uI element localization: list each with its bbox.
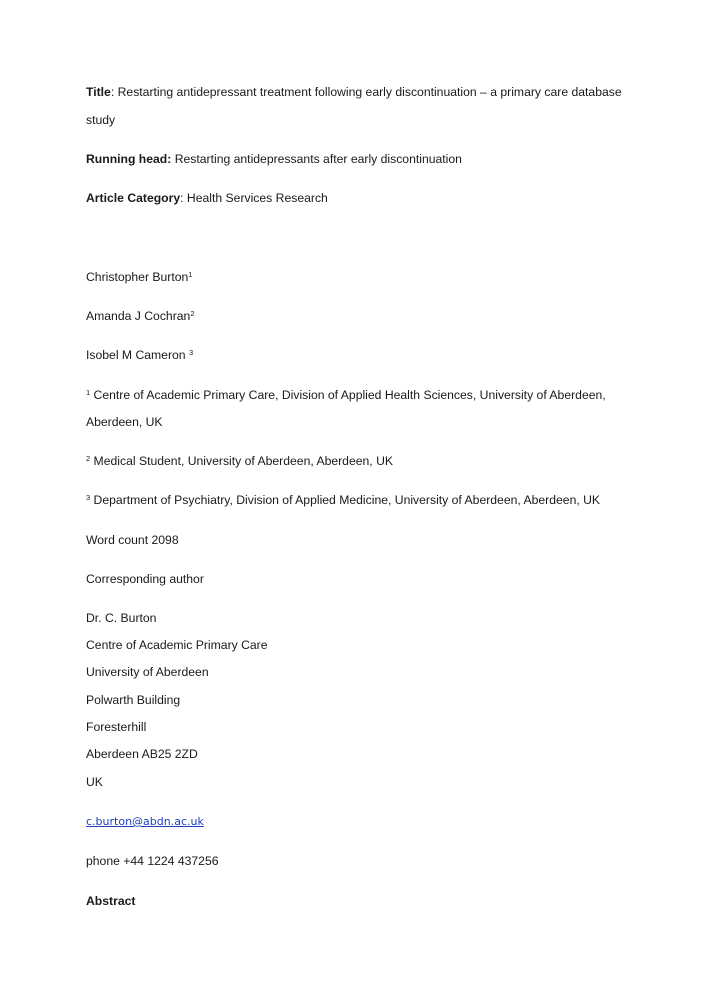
author-2 [86, 308, 195, 324]
affiliation-marker: 1 [86, 388, 91, 397]
abstract-heading: Abstract [86, 894, 136, 908]
address-line: Dr. C. Burton [86, 611, 157, 625]
article-category-text: : Health Services Research [180, 191, 328, 205]
address-line: Centre of Academic Primary Care [86, 638, 268, 652]
affiliation-text: Centre of Academic Primary Care, Division of Applied Health Sciences, University of Aberdeen, [90, 388, 606, 402]
running-head-text: Restarting antidepressants after early discontinuation [171, 152, 462, 166]
affiliation-text: Medical Student, University of Aberdeen, Aberdeen, UK [90, 454, 394, 468]
title-label: Title [86, 85, 111, 99]
address-line: Foresterhill [86, 720, 147, 734]
author-1 [86, 269, 192, 285]
email-line [86, 813, 204, 830]
author-name: Isobel M Cameron [86, 348, 189, 362]
phone: phone +44 1224 437256 [86, 854, 219, 868]
address-line: Aberdeen AB25 2ZD [86, 747, 198, 761]
email-link[interactable]: c.burton@abdn.ac.uk [86, 815, 204, 828]
running-head [86, 151, 462, 167]
affiliation-marker: 2 [86, 454, 91, 463]
running-head-label: Running head: [86, 152, 172, 166]
affiliation-2 [86, 453, 393, 469]
address-line: Polwarth Building [86, 693, 181, 707]
affiliation-1 [86, 387, 606, 403]
article-category [86, 190, 328, 206]
address-line: UK [86, 775, 103, 789]
author-3 [86, 347, 193, 363]
author-name: Christopher Burton [86, 270, 189, 284]
word-count: Word count 2098 [86, 533, 179, 547]
affiliation-marker: 3 [86, 493, 91, 502]
author-affiliation-marker: 1 [188, 270, 193, 279]
address-line: University of Aberdeen [86, 665, 209, 679]
title-line-1 [86, 84, 622, 100]
title-text: : Restarting antidepressant treatment following early discontinuation – a primary care database [110, 85, 622, 99]
affiliation-3 [86, 492, 600, 508]
article-category-label: Article Category [86, 191, 181, 205]
author-name: Amanda J Cochran [86, 309, 191, 323]
author-affiliation-marker: 2 [190, 309, 195, 318]
corresponding-author-heading: Corresponding author [86, 572, 204, 586]
affiliation-text: Department of Psychiatry, Division of Applied Medicine, University of Aberdeen, Aberdeen, UK [90, 493, 601, 507]
title-line-2: study [86, 113, 116, 127]
author-affiliation-marker: 3 [188, 348, 194, 357]
affiliation-1-line-2: Aberdeen, UK [86, 415, 163, 429]
